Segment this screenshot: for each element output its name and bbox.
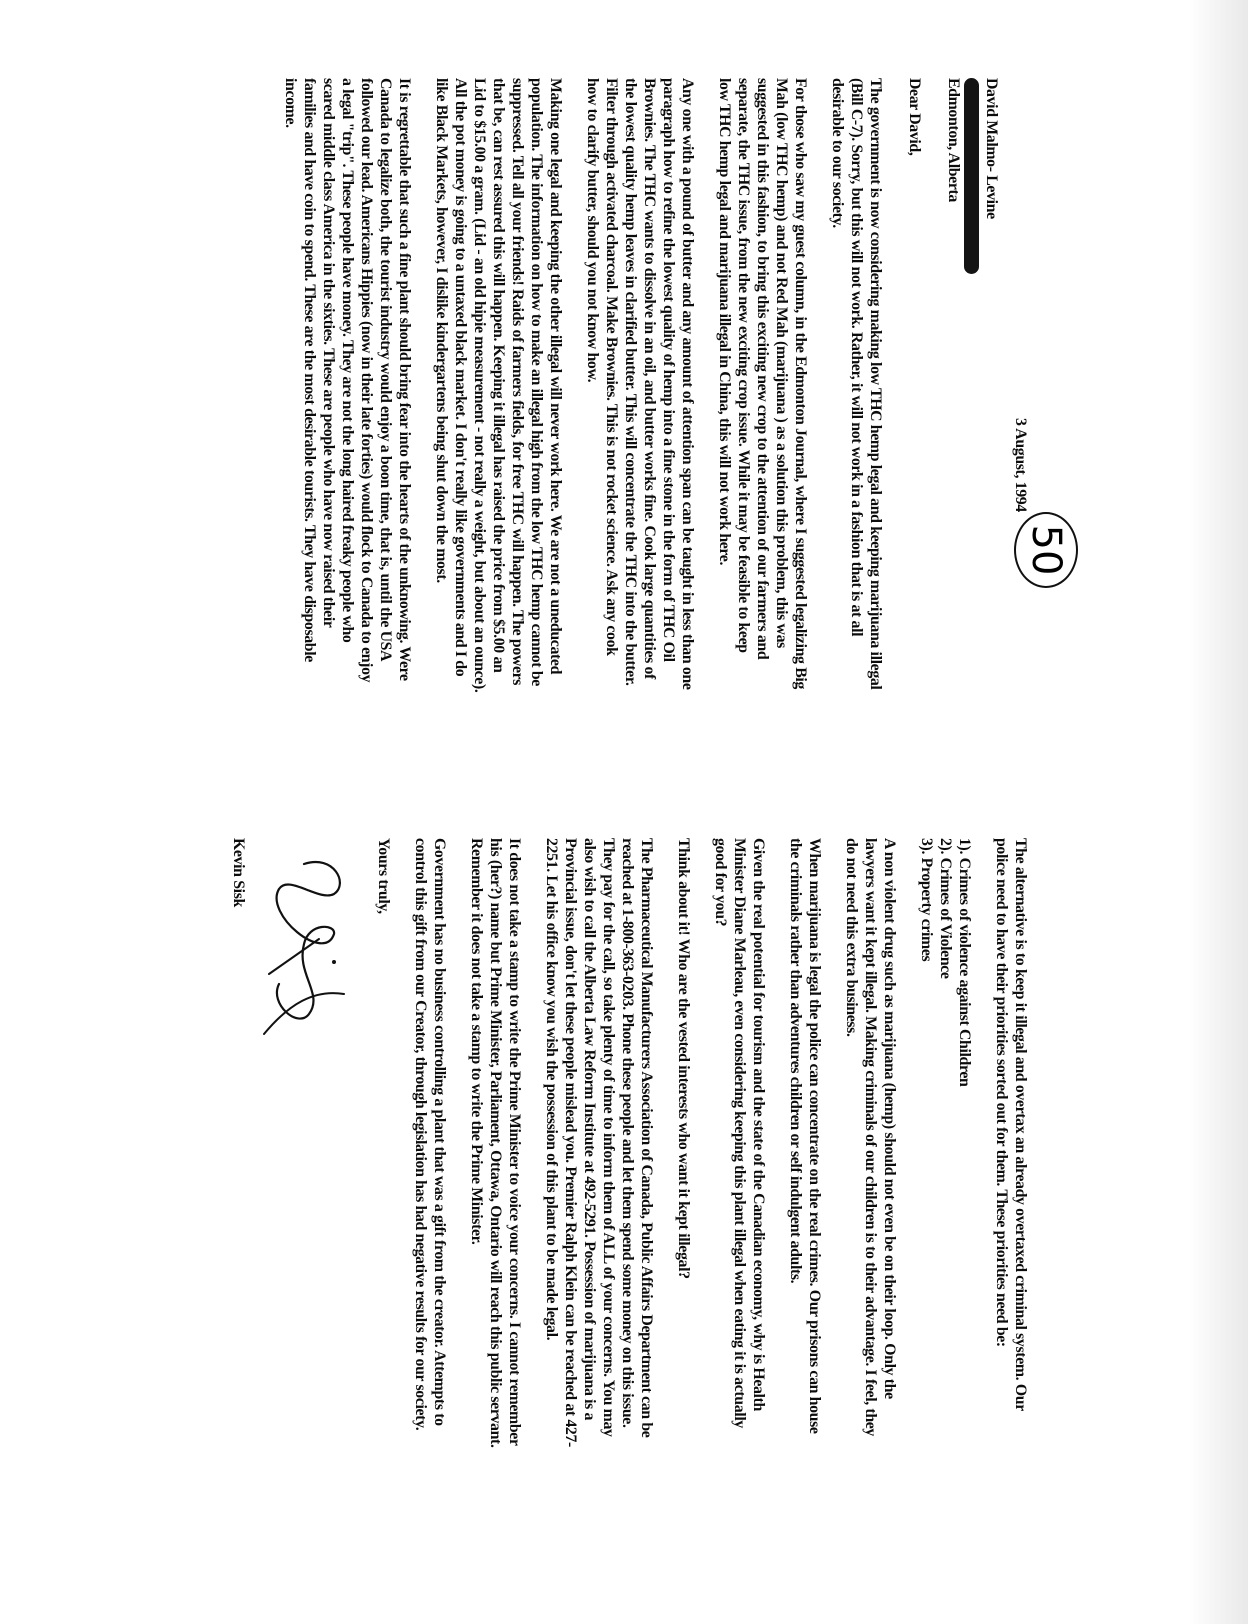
text-line: that be, can rest assured this will happen. Keeping it illegal has raised the price from $5.00 an [490, 78, 507, 673]
text-line: Government has no business controlling a plant that was a gift from the creator. Attempts to [431, 838, 448, 1426]
priority-item: 1). Crimes of violence against Children [956, 838, 973, 1087]
text-line: desirable to our society. [829, 78, 846, 228]
scan-edge-shadow [1188, 0, 1248, 1624]
body-paragraph [828, 78, 885, 778]
text-line: For those who saw my guest column, in the Edmonton Journal, where I suggested legalizing Big [792, 78, 809, 689]
text-line: Lid to $15.00 a gram. (Lid - an old hipie measurement - not really a weight, but about an ounce). [471, 78, 488, 693]
body-paragraph [786, 838, 824, 1558]
text-line: When marijuana is legal the police can concentrate on the real crimes. Our prisons can house [806, 838, 823, 1434]
text-line: the lowest quality hemp leaves in clarified butter. This will concentrate the THC into the butter. [622, 78, 639, 686]
recipient-block [944, 78, 1001, 778]
text-line: A non violent drug such as marijuana (hemp) should not even be on their loop. Only the [881, 838, 898, 1399]
text-line: scared middle class America in the sixties. These are people who have now raised their [320, 78, 337, 628]
text-line: how to clarify butter, should you not know how. [584, 78, 601, 383]
redaction-mark [964, 78, 979, 274]
text-line: income. [282, 78, 299, 128]
body-paragraph [842, 838, 899, 1558]
text-line: Think about it! Who are the vested interests who want it kept illegal? [675, 838, 692, 1279]
text-line: followed our lead. Americans Hippies (now in their late forties) would flock to Canada to enjoy [358, 78, 375, 683]
letter-right-column [211, 838, 1030, 1558]
text-line: families and have coin to spend. These are the most desirable tourists. They have disposable [301, 78, 318, 662]
right-body-intro [992, 838, 1030, 1558]
recipient-city: Edmonton, Alberta [945, 78, 962, 202]
text-line: good for you? [712, 838, 729, 927]
text-line: do not need this extra business. [843, 838, 860, 1037]
letter-left-column [263, 78, 1030, 778]
text-line: low THC hemp legal and marijuana illegal in China, this will not work here. [716, 78, 733, 566]
text-line: 2251. Let his office know you wish the possession of this plant to be made legal. [543, 838, 560, 1341]
text-line: police need to have their priorities sorted out for them. These priorities need be: [993, 838, 1010, 1347]
salutation: Dear David, [906, 78, 923, 156]
right-body [411, 838, 899, 1558]
letter-date: 3 August, 1994 [1012, 418, 1029, 512]
text-line: population. The information on how to make an illegal high from the low THC hemp cannot be [528, 78, 545, 686]
text-line: Remember it does not take a stamp to write the Prime Minister. [468, 838, 485, 1245]
priority-item: 3). Property crimes [918, 838, 935, 962]
text-line: Any one with a pound of butter and any amount of attention span can be taught in less than one [679, 78, 696, 690]
signer-name: Kevin Sisk [230, 838, 247, 907]
text-line: suppressed. Tell all your friends! Raids of farmers fields, for free THC will happen. The powers [509, 78, 526, 686]
text-line: suggested in this fashion, to bring this exciting new crop to the attention of our farmers and [754, 78, 771, 660]
text-line: Making one legal and keeping the other illegal will never work here. We are not a uneducated [547, 78, 564, 675]
body-paragraph [432, 78, 565, 778]
text-line: Brownies. The THC wants to dissolve in an oil, and butter works fine. Cook large quantities of [641, 78, 658, 679]
text-line: lawyers want it kept illegal. Making criminals of our children is to their advantage. I feel, they [862, 838, 879, 1436]
text-line: It does not take a stamp to write the Prime Minister to voice your concerns. I cannot remember [506, 838, 523, 1446]
body-paragraph [467, 838, 524, 1558]
text-line: also wish to call the Alberta Law Reform Institute at 492-5291. Possession of marijuana is a [581, 838, 598, 1421]
text-line: like Black Markets, however, I dislike kindergartens being shut down the most. [433, 78, 450, 583]
body-paragraph [715, 78, 810, 778]
letter-page [18, 8, 1030, 1588]
text-line: Given the real potential for tourism and the state of the Canadian economy, why is Health [750, 838, 767, 1411]
text-line: Minister Diane Marleau, even considering keeping this plant illegal when eating it is actually [731, 838, 748, 1428]
priority-list [917, 838, 974, 1558]
text-line: his (her?) name but Prime Minister, Parliament, Ottawa, Ontario will reach this public servant. [487, 838, 504, 1448]
left-body [281, 78, 885, 778]
body-paragraph [281, 78, 414, 778]
text-line: The government is now considering making low THC hemp legal and keeping marijuana illegal [867, 78, 884, 690]
handwritten-signature [254, 844, 364, 1044]
circled-page-number: 50 [1014, 512, 1078, 588]
text-line: reached at 1-800-363-0203. Phone these people and let them spend some money on this issue. [619, 838, 636, 1428]
closing: Yours truly, [375, 838, 392, 914]
body-paragraph [711, 838, 768, 1558]
text-line: (Bill C-7). Sorry, but this will not work. Rather, it will not work in a fashion that is at all [848, 78, 865, 637]
text-line: a legal "trip". These people have money. They are not the long haired freaky people who [339, 78, 356, 643]
text-line: All the pot money is going to a untaxed black market. I don't really like governments and I do [452, 78, 469, 677]
recipient-address-redacted [963, 78, 982, 778]
body-paragraph [992, 838, 1030, 1558]
recipient-name: David Malmo- Levine [983, 78, 1000, 219]
body-paragraph [411, 838, 449, 1558]
body-paragraph [674, 838, 693, 1558]
text-line: It is regrettable that such a fine plant should bring fear into the hearts of the unknowing. Were [396, 78, 413, 681]
text-line: Filter through activated charcoal. Make Brownies. This is not rocket science. Ask any cook [603, 78, 620, 656]
body-paragraph [583, 78, 697, 778]
priority-item: 2). Crimes of Violence [937, 838, 954, 979]
text-line: Mah (low THC hemp) and not Red Mah (marijuana ) as a solution this problem, this was [773, 78, 790, 648]
text-line: They pay for the call, so take plenty of time to inform them of ALL of your concerns. You may [600, 838, 617, 1437]
text-line: The Pharmaceutical Manufacturers Association of Canada, Public Affairs Department can be [638, 838, 655, 1438]
text-line: Canada to legalize both, the tourist industry would enjoy a boon time, that is, until the USA [377, 78, 394, 662]
text-line: the criminals rather than adventures children or self indulgent adults. [787, 838, 804, 1284]
text-line: paragraph how to refine the lowest quality of hemp into a fine stone in the form of THC Oil [660, 78, 677, 662]
text-line: separate, the THC issue, from the new exciting crop issue. While it may be feasible to keep [735, 78, 752, 653]
text-line: Provincial issue, don't let these people mislead you. Premier Ralph Klein can be reached at 427- [562, 838, 579, 1447]
text-line: control this gift from our Creator, through legislation has had negative results for our society. [412, 838, 429, 1431]
text-line: The alternative is to keep it illegal and overtax an already overtaxed criminal system. Our [1012, 838, 1029, 1411]
body-paragraph [542, 838, 656, 1558]
